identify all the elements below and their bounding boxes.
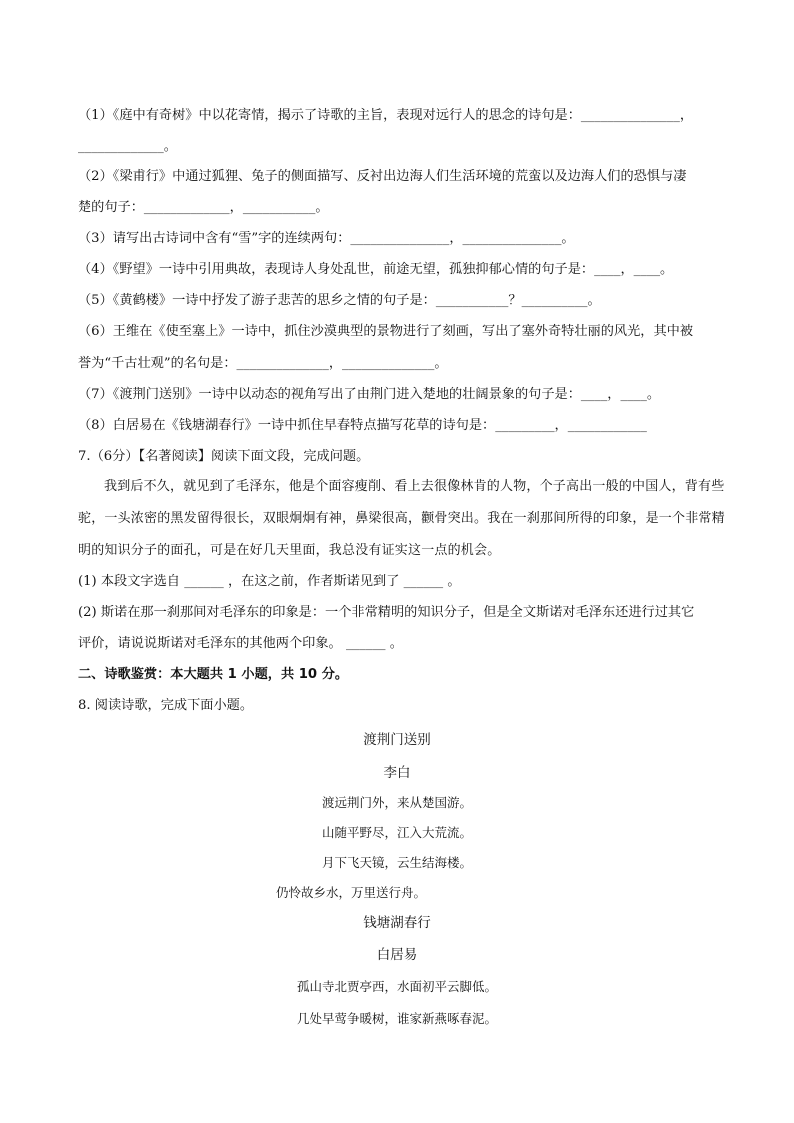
poem-1-author: 李白 bbox=[383, 765, 411, 781]
q6-item-2: （2）《梁甫行》中通过狐狸、兔子的侧面描写、反衬出边海人们生活环境的荒蛮以及边海人们的恐惧与凄 bbox=[78, 169, 687, 184]
poem-2-title: 钱塘湖春行 bbox=[363, 915, 431, 931]
q6-item-8: （8）白居易在《钱塘湖春行》一诗中抓住早春特点描写花草的诗句是：_________，____________ bbox=[78, 418, 647, 433]
poem-1-line: 山随平野尽，江入大荒流。 bbox=[321, 825, 472, 840]
q6-item-5: （5）《黄鹤楼》一诗中抒发了游子悲苦的思乡之情的句子是：___________？__________。 bbox=[78, 293, 601, 308]
q7-passage: 我到后不久，就见到了毛泽东，他是个面容瘦削、看上去很像林肯的人物，个子高出一般的中国人，背有些驼，一头浓密的黑发留得很长，双眼炯炯有神，鼻梁很高，颧骨突出。我在一刹那间所得的印象，是一个非常精明的知识分子的面孔，可是在好几天里面，我总没有证实这一点的机会。 bbox=[78, 479, 725, 558]
q7-subquestion-2-continued: 评价，请说说斯诺对毛泽东的其他两个印象。 ______ 。 bbox=[78, 636, 403, 651]
q7-subquestion-2: (2) 斯诺在那一刹那间对毛泽东的印象是：一个非常精明的知识分子，但是全文斯诺对毛泽东还进行过其它 bbox=[78, 605, 695, 620]
q6-item-1: （1）《庭中有奇树》中以花寄情，揭示了诗歌的主旨，表现对远行人的思念的诗句是：_______________， bbox=[78, 108, 694, 123]
q6-item-3: （3）请写出古诗词中含有“雪”字的连续两句：_______________，_______________。 bbox=[78, 231, 575, 246]
poem-1-line: 仍怜故乡水，万里送行舟。 bbox=[275, 885, 426, 900]
poem-1-line: 渡远荆门外，来从楚国游。 bbox=[321, 795, 472, 810]
q6-item-4: （4）《野望》一诗中引用典故，表现诗人身处乱世，前途无望，孤独抑郁心情的句子是：____，____。 bbox=[78, 262, 674, 277]
section-2-heading: 二、诗歌鉴赏：本大题共 1 小题，共 10 分。 bbox=[78, 667, 349, 682]
q7-subquestion-1: (1) 本段文字选自 ______ ，在这之前，作者斯诺见到了 ______ 。 bbox=[78, 574, 461, 589]
q6-item-6-continued: 誉为“千古壮观”的名句是：______________，______________。 bbox=[78, 356, 448, 371]
poem-2-line: 几处早莺争暖树，谁家新燕啄春泥。 bbox=[296, 1011, 497, 1026]
poem-2-author: 白居易 bbox=[376, 947, 418, 963]
q6-item-1-continued: _____________。 bbox=[78, 139, 177, 154]
q6-item-7: （7）《渡荆门送别》一诗中以动态的视角写出了由荆门进入楚地的壮阔景象的句子是：____，____。 bbox=[78, 387, 661, 402]
poem-1-line: 月下飞天镜，云生结海楼。 bbox=[321, 855, 472, 870]
poem-1-title: 渡荆门送别 bbox=[363, 732, 431, 748]
q6-item-6: （6）王维在《使至塞上》一诗中，抓住沙漠典型的景物进行了刻画，写出了塞外奇特壮丽的风光，其中被 bbox=[78, 324, 694, 339]
poem-2-line: 孤山寺北贾亭西，水面初平云脚低。 bbox=[296, 979, 497, 994]
q6-item-2-continued: 楚的句子：_____________，___________。 bbox=[78, 200, 329, 215]
q8-header: 8. 阅读诗歌，完成下面小题。 bbox=[78, 698, 254, 713]
q7-header: 7.（6分）【名著阅读】阅读下面文段，完成问题。 bbox=[78, 449, 370, 464]
